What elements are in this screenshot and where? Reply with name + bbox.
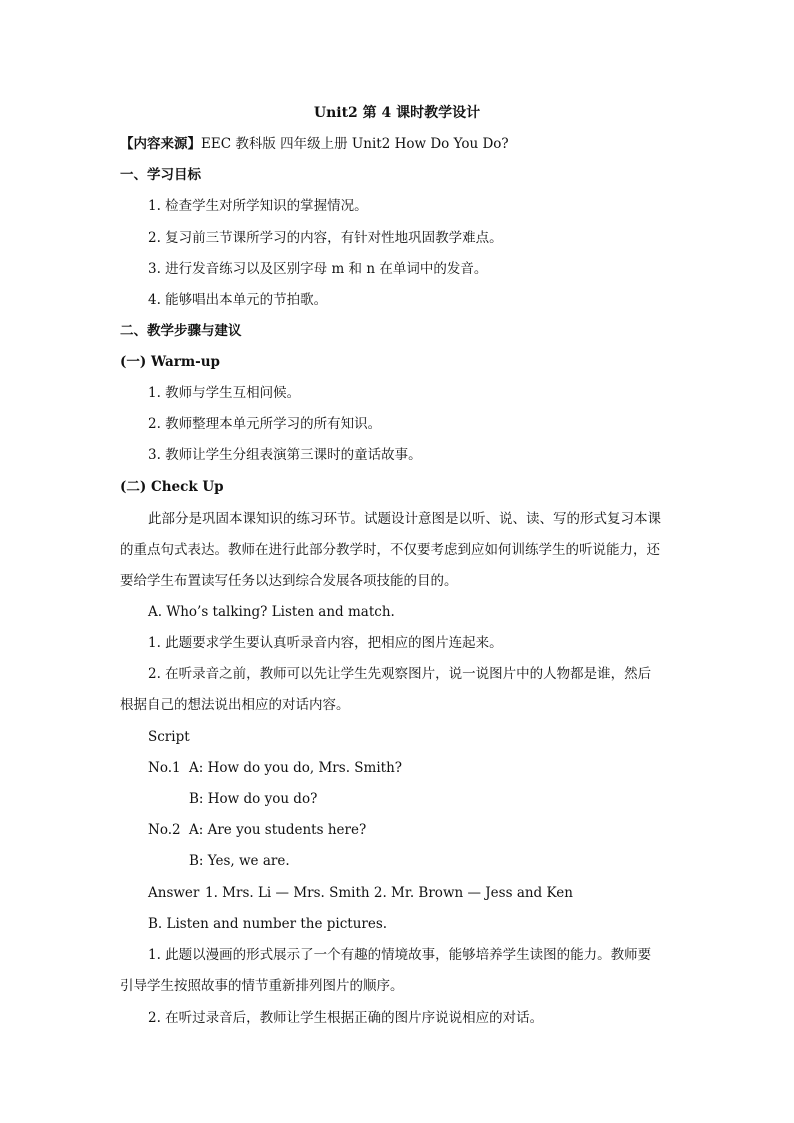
dialog-line-a: A: How do you do, Mrs. Smith? <box>189 760 403 776</box>
dialog-line-b: B: Yes, we are. <box>189 853 290 869</box>
page-title: Unit2 第 4 课时教学设计 <box>313 105 481 121</box>
checkup-paragraph-line: 要给学生布置读写任务以达到综合发展各项技能的目的。 <box>120 573 458 589</box>
warmup-item: 2. 教师整理本单元所学习的所有知识。 <box>148 416 382 432</box>
part-a-item-line: 2. 在听录音之前，教师可以先让学生先观察图片，说一说图片中的人物都是谁，然后 <box>148 666 652 682</box>
part-b-item: 2. 在听过录音后，教师让学生根据正确的图片序说说相应的对话。 <box>148 1010 544 1026</box>
goal-item: 2. 复习前三节课所学习的内容，有针对性地巩固教学难点。 <box>148 230 503 246</box>
goal-item: 4. 能够唱出本单元的节拍歌。 <box>148 292 328 308</box>
dialog-number: No.1 <box>148 760 181 776</box>
part-a-item: 1. 此题要求学生要认真听录音内容，把相应的图片连起来。 <box>148 635 503 651</box>
warmup-heading: (一) Warm-up <box>120 354 220 370</box>
steps-heading: 二、教学步骤与建议 <box>120 323 242 339</box>
checkup-heading: (二) Check Up <box>120 479 224 495</box>
part-a-item-line: 根据自己的想法说出相应的对话内容。 <box>120 697 350 713</box>
source-label: 【内容来源】 <box>120 136 201 152</box>
goal-item: 3. 进行发音练习以及区别字母 m 和 n 在单词中的发音。 <box>148 261 488 277</box>
part-b-item-line: 1. 此题以漫画的形式展示了一个有趣的情境故事，能够培养学生读图的能力。教师要 <box>148 947 652 963</box>
source-text: EEC 教科版 四年级上册 Unit2 How Do You Do? <box>201 136 509 152</box>
script-label: Script <box>148 729 190 745</box>
dialog-line-a: A: Are you students here? <box>189 822 367 838</box>
warmup-item: 1. 教师与学生互相问候。 <box>148 385 301 401</box>
goals-heading: 一、学习目标 <box>120 167 201 183</box>
warmup-item: 3. 教师让学生分组表演第三课时的童话故事。 <box>148 447 422 463</box>
part-b-title: B. Listen and number the pictures. <box>148 916 388 932</box>
dialog-number: No.2 <box>148 822 181 838</box>
answer-text: 1. Mrs. Li — Mrs. Smith 2. Mr. Brown — Jess and Ken <box>205 885 573 901</box>
checkup-paragraph-line: 的重点句式表达。教师在进行此部分教学时，不仅要考虑到应如何训练学生的听说能力，还 <box>120 542 660 558</box>
goal-item: 1. 检查学生对所学知识的掌握情况。 <box>148 198 368 214</box>
answer-label: Answer <box>148 885 200 901</box>
dialog-line-b: B: How do you do? <box>189 791 318 807</box>
part-b-item-line: 引导学生按照故事的情节重新排列图片的顺序。 <box>120 978 404 994</box>
source-line <box>120 134 509 154</box>
checkup-paragraph-line: 此部分是巩固本课知识的练习环节。试题设计意图是以听、说、读、写的形式复习本课 <box>148 511 661 527</box>
part-a-title: A. Who’s talking? Listen and match. <box>148 604 395 620</box>
